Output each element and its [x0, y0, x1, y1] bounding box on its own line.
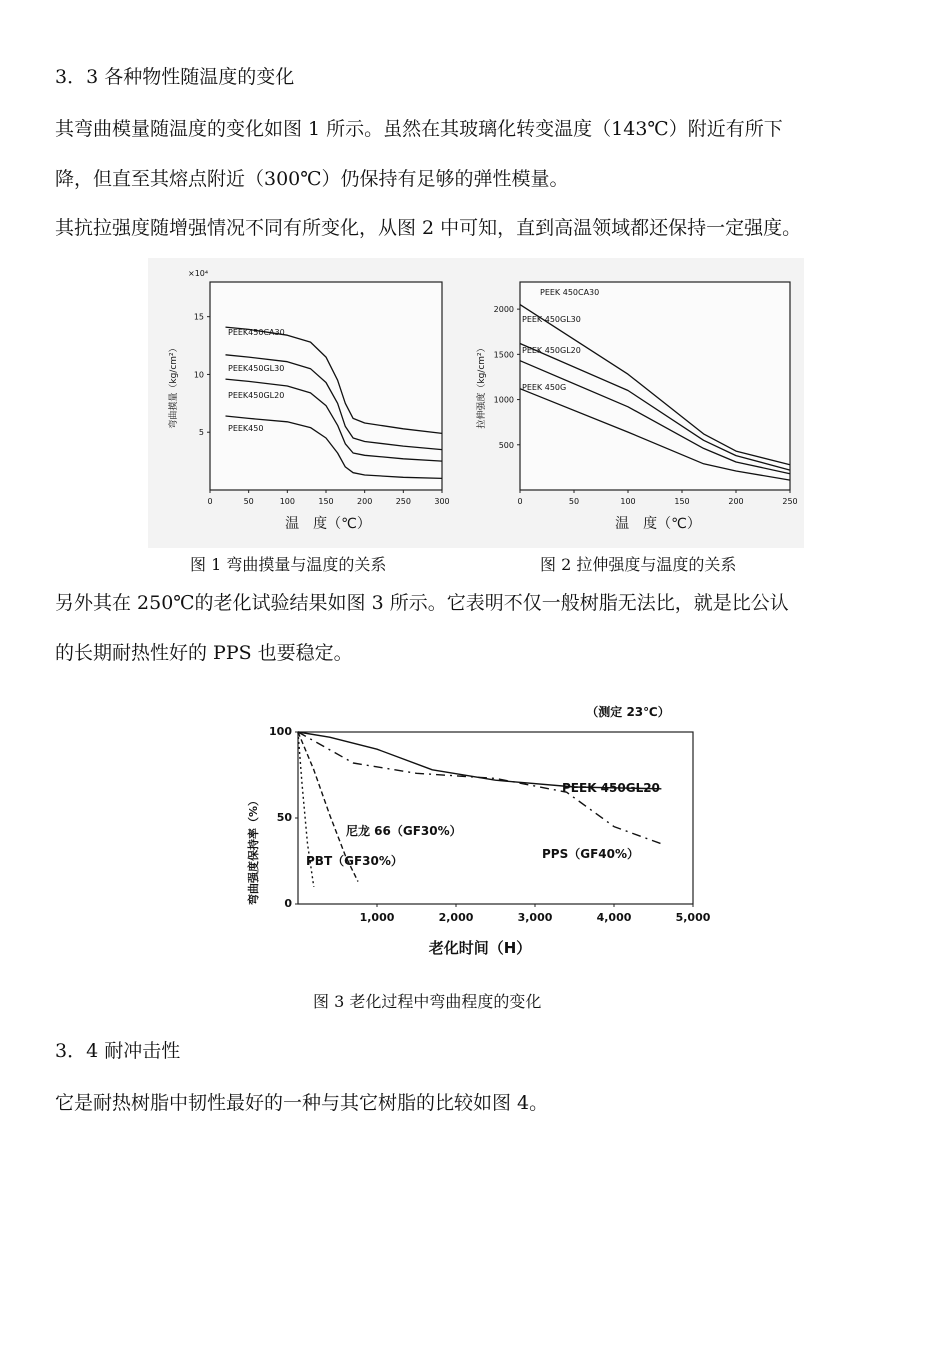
fig3-series-label: PBT（GF30%）: [306, 854, 403, 868]
fig2-ytick-label: 500: [498, 440, 514, 450]
fig3-ytick-label: 50: [276, 811, 292, 824]
fig1-xtick-label: 250: [395, 497, 411, 506]
fig2-series-label: PEEK 450GL30: [522, 315, 581, 324]
fig1-ytick-label: 15: [193, 312, 204, 322]
heading-3-4: 3．4 耐冲击性: [55, 1040, 181, 1062]
fig1-series-label: PEEK450GL30: [228, 364, 285, 373]
fig1-xtick-label: 200: [357, 497, 373, 506]
fig1-xtick-label: 50: [243, 497, 254, 506]
fig3-title: （测定 23℃）: [586, 705, 670, 719]
fig2-xtick-label: 0: [517, 497, 523, 506]
fig2-xtick-label: 100: [620, 497, 636, 506]
paragraph-4: 它是耐热树脂中韧性最好的一种与其它树脂的比较如图 4。: [55, 1092, 549, 1114]
fig2-ytick-label: 2000: [493, 305, 514, 315]
fig1-ytick-label: 5: [198, 428, 204, 438]
fig1-series-label: PEEK450GL20: [228, 391, 285, 400]
fig3-ytick-label: 0: [284, 897, 292, 910]
fig3-xtick-label: 3,000: [517, 911, 553, 924]
fig2-ytick-label: 1000: [493, 395, 514, 405]
fig1-xtick-label: 300: [434, 497, 450, 506]
fig1-series-label: PEEK450: [228, 424, 264, 433]
fig3-series-label: PPS（GF40%）: [542, 847, 640, 861]
fig1-xtick-label: 150: [318, 497, 334, 506]
fig1-xtick-label: 100: [279, 497, 295, 506]
fig2-ylabel: 拉伸强度（kg/cm²）: [477, 343, 487, 429]
figure-3-chart: [240, 700, 710, 965]
fig2-xtick-label: 200: [728, 497, 744, 506]
fig1-multiplier: ×10⁴: [188, 269, 209, 278]
fig2-series-label: PEEK 450G: [522, 383, 567, 392]
fig1-xlabel: 温 度（℃）: [285, 516, 371, 532]
figure-3-caption: 图 3 老化过程中弯曲程度的变化: [313, 992, 542, 1011]
fig2-series-label: PEEK 450GL20: [522, 346, 581, 355]
fig1-xtick-label: 0: [207, 497, 213, 506]
fig2-xtick-label: 250: [782, 497, 798, 506]
fig2-xtick-label: 150: [674, 497, 690, 506]
fig3-xtick-label: 4,000: [596, 911, 632, 924]
fig1-ylabel: 弯曲摸量（kg/cm²）: [169, 343, 179, 429]
fig2-series-label: PEEK 450CA30: [540, 288, 600, 297]
fig1-ytick-label: 10: [193, 370, 204, 380]
fig3-xtick-label: 1,000: [359, 911, 395, 924]
heading-3-3: 3．3 各种物性随温度的变化: [55, 66, 295, 88]
paragraph-3-line-1: 另外其在 250℃的老化试验结果如图 3 所示。它表明不仅一般树脂无法比，就是比公认: [55, 592, 789, 614]
figure-1-2-panel: [148, 258, 804, 548]
fig2-ytick-label: 1500: [493, 350, 514, 360]
figure-1-caption: 图 1 弯曲摸量与温度的关系: [190, 555, 387, 574]
paragraph-1-line-1: 其弯曲模量随温度的变化如图 1 所示。虽然在其玻璃化转变温度（143℃）附近有所下: [55, 118, 783, 140]
fig2-xtick-label: 50: [568, 497, 580, 506]
fig3-xtick-label: 5,000: [675, 911, 710, 924]
fig1-series-label: PEEK450CA30: [228, 328, 285, 337]
fig3-ytick-label: 100: [269, 725, 292, 738]
fig2-xlabel: 温 度（℃）: [615, 516, 701, 532]
fig3-series-label: PEEK 450GL20: [562, 781, 660, 795]
fig3-ylabel: 弯曲强度保持率（%）: [247, 794, 260, 906]
paragraph-1-line-2: 降，但直至其熔点附近（300℃）仍保持有足够的弹性模量。: [55, 168, 569, 190]
fig3-series-label: 尼龙 66（GF30%）: [346, 824, 462, 838]
figure-2-caption: 图 2 拉伸强度与温度的关系: [540, 555, 737, 574]
paragraph-3-line-2: 的长期耐热性好的 PPS 也要稳定。: [55, 642, 353, 664]
fig3-xlabel: 老化时间（H）: [428, 939, 532, 957]
fig3-xtick-label: 2,000: [438, 911, 474, 924]
paragraph-2: 其抗拉强度随增强情况不同有所变化，从图 2 中可知，直到高温领域都还保持一定强度。: [55, 217, 802, 239]
